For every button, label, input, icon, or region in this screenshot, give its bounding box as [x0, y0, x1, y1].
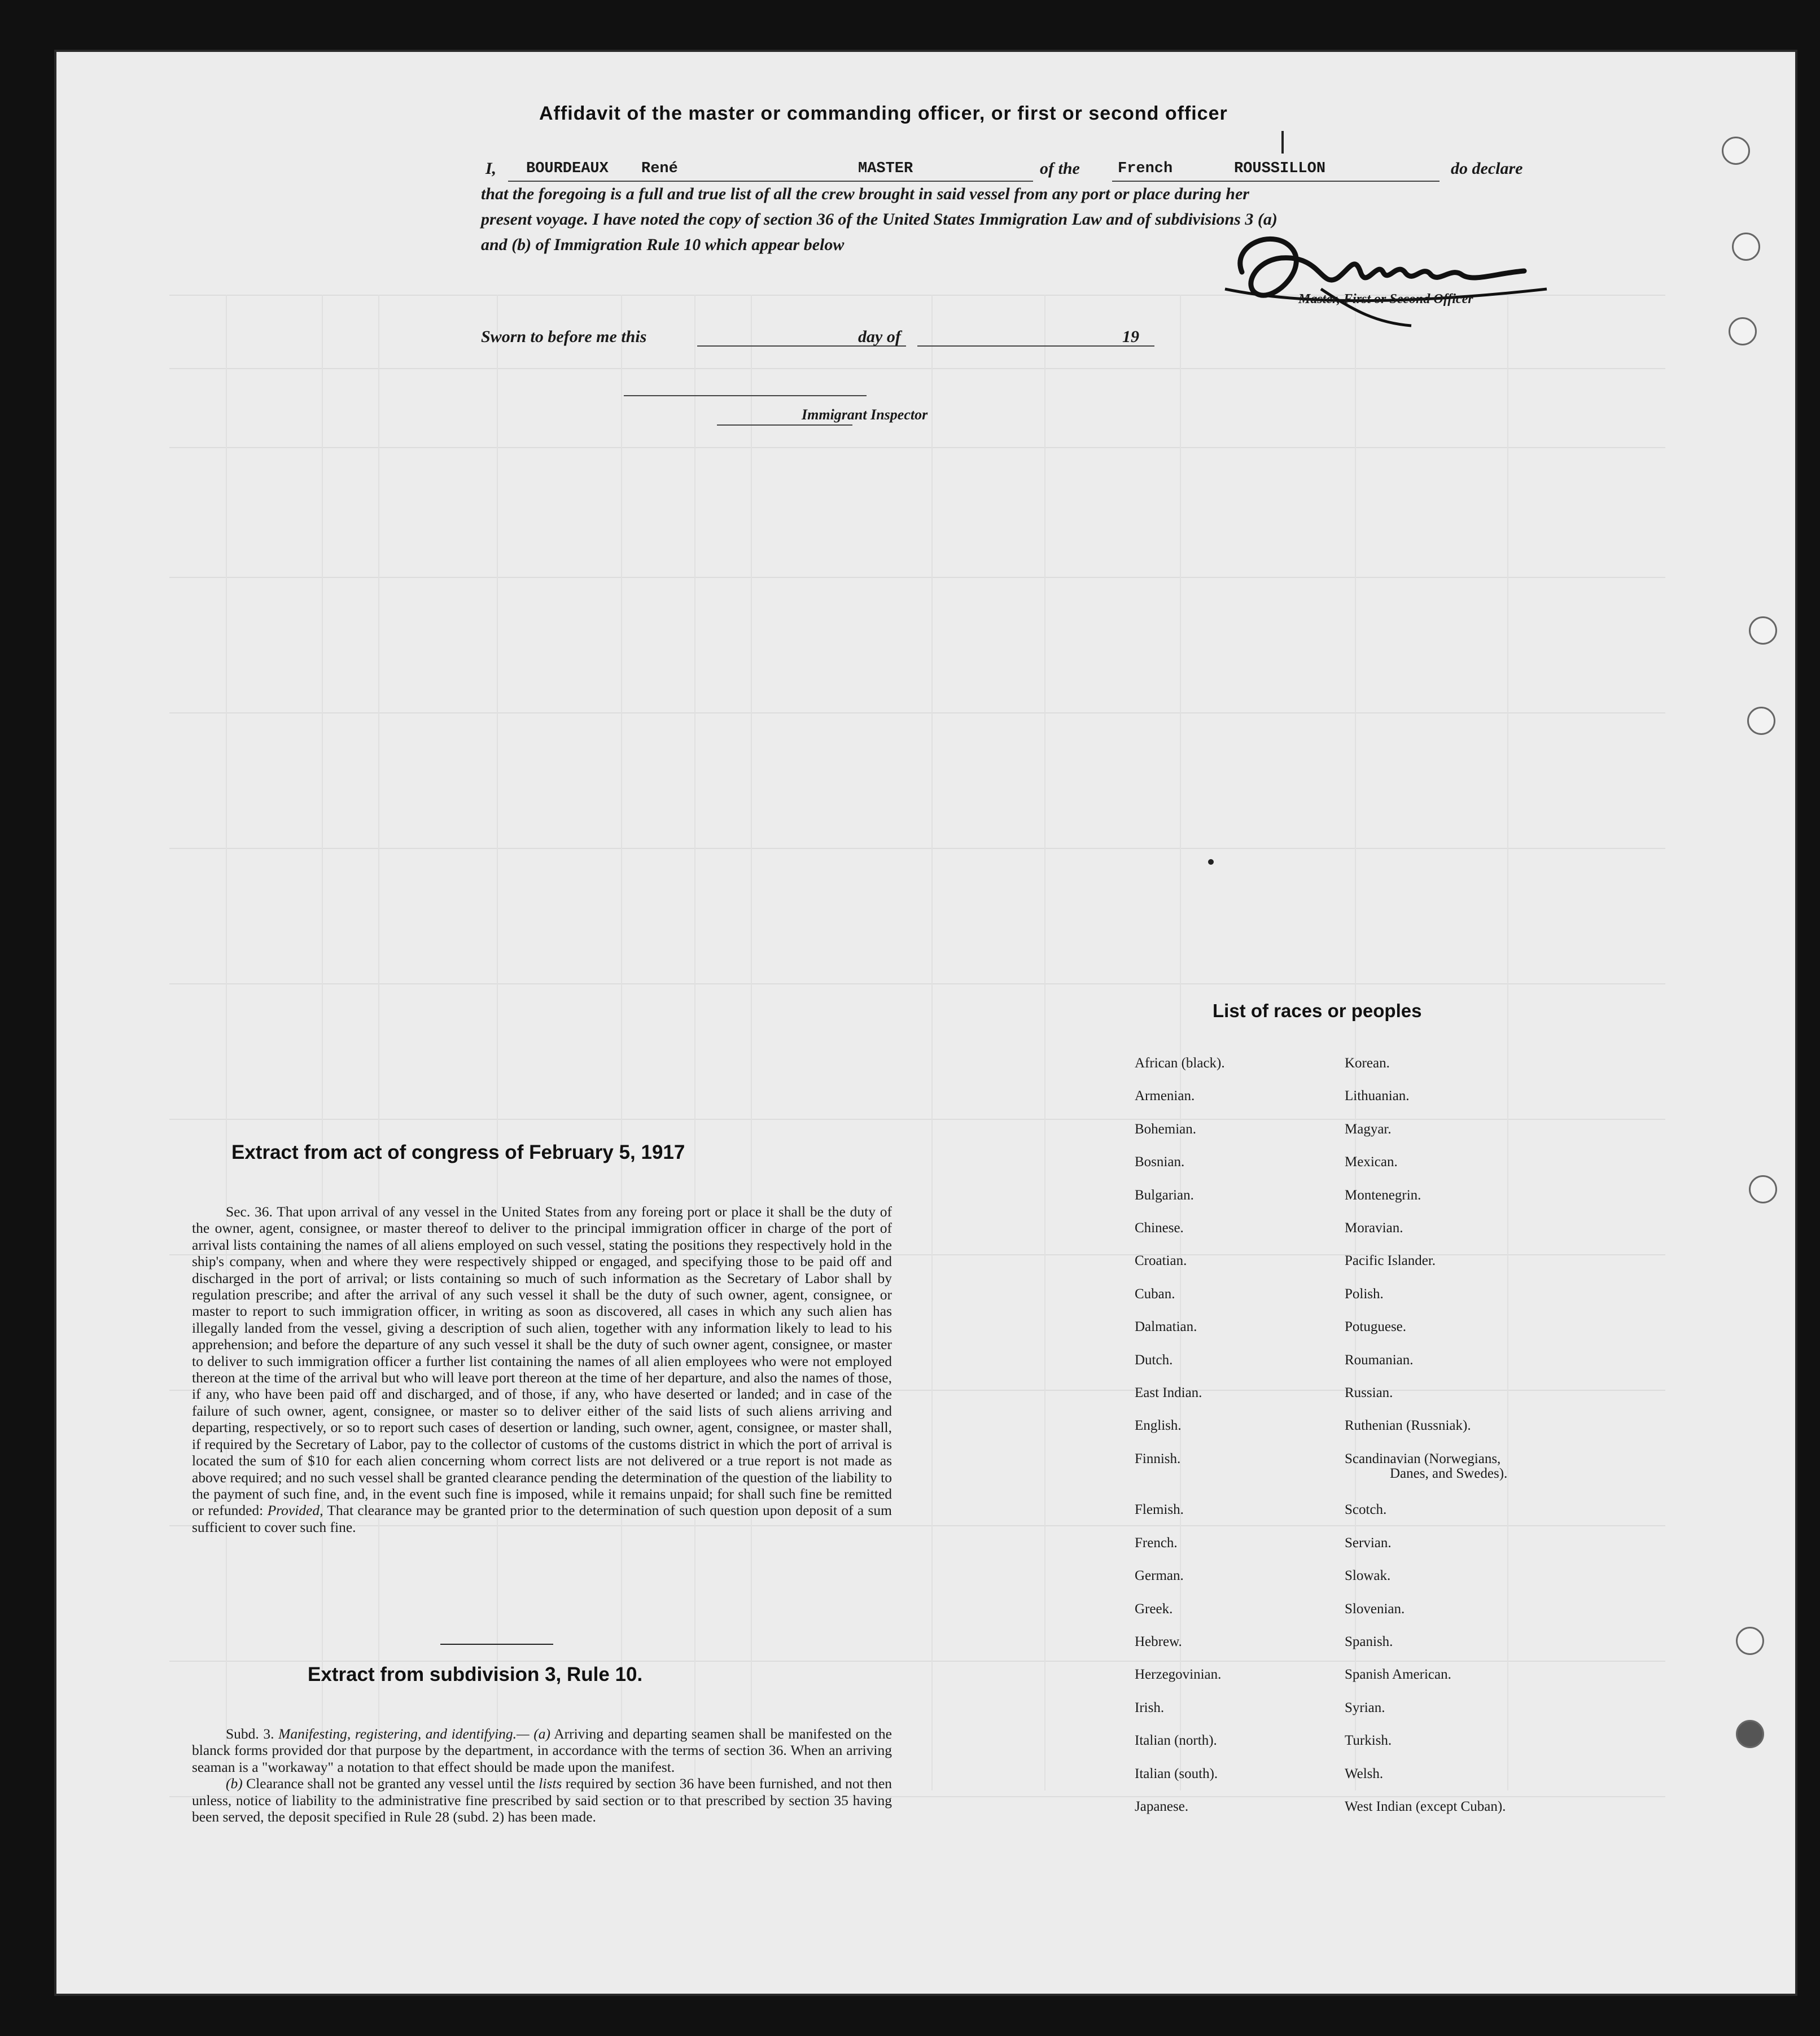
race-item-left: Croatian. — [1135, 1253, 1187, 1269]
master-signature — [1208, 204, 1558, 329]
punch-hole — [1749, 616, 1777, 645]
race-item-right: Spanish. — [1345, 1634, 1393, 1649]
race-item-right: Spanish American. — [1345, 1667, 1451, 1683]
race-item-left: Greek. — [1135, 1601, 1173, 1617]
race-item-right: Potuguese. — [1345, 1319, 1407, 1335]
immigrant-inspector-label: Immigrant Inspector — [802, 406, 928, 423]
signature-caption: Master, First or Second Officer — [1298, 292, 1473, 307]
race-item-left: French. — [1135, 1535, 1178, 1551]
rule-extract-text: Subd. 3. Manifesting, registering, and identifying.— (a) Arriving and departing seamen shall be manifested on the blanck forms provided dor that purpose by the department, in accordance with the terms of section 36. When an arriving seaman is a "workaway" a notation to that effect should be made upon the manifest. (b) Clearance shall not be granted any vessel until the lists required by section 36 have been furnished, and not then unless, notice of liability to the administrative fine prescribed by said section or to that prescribed by section 35 having been served, the deposit specified in Rule 28 (subd. 2) has been made. — [192, 1726, 893, 1825]
act-extract-text: Sec. 36. That upon arrival of any vessel in the United States from any foreing port or place it shall be the duty of the owner, agent, consignee, or master thereof to deliver to the principal immigration officer in charge of the port of arrival lists containing the names of all aliens employed on such vessel, stating the positions they respectively hold in the ship's company, when and where they were respectively shipped or engaged, and specifying those to be paid off and discharged in the port of arrival; or lists containing so much of such information as the Secretary of Labor shall by regulation prescribe; and after the arrival of any such vessel it shall be the duty of such owner, agent, consignee, or master to report to such immigration officer, in writing as soon as discovered, all cases in which any such alien has illegally landed from the vessel, giving a description of such alien, together with any information likely to lead to his apprehension; and before the departure of any such vessel it shall be the duty of such owner agent, consignee, or master to deliver to such immigration officer a further list containing the names of all alien employees who were not employed thereon at the time of the arrival but who will leave port thereon at the time of her departure, and also the names of those, if any, who have been paid off and discharged, and of those, if any, who have deserted or landed; and in case of the failure of such owner, agent, consignee, or master so to deliver either of the said lists of such aliens arriving and departing, respectively, or so to report such cases of desertion or landing, such owner, agent, consignee, or master shall, if required by the Secretary of Labor, pay to the collector of customs of the customs district in which the port of arrival is located the sum of $10 for each alien concerning whom correct lists are not delivered or a true report is not made as above required; and no such vessel shall be granted clearance pending the determination of the question of the liability to the payment of such fine, and, in the event such fine is imposed, while it remains unpaid; for shall such fine be remitted or refunded: Provided, That clearance may be granted prior to the determination of such question upon deposit of a sum sufficient to cover such fine. — [192, 1203, 893, 1535]
race-item-right: West Indian (except Cuban). — [1345, 1798, 1506, 1814]
declaration-line-2: that the foregoing is a full and true list of all the crew brought in said vessel from any port or place during her — [481, 185, 1249, 203]
race-item-left: English. — [1135, 1418, 1182, 1434]
declaration-line-1: I, — [485, 159, 497, 178]
race-item-right: Slovenian. — [1345, 1601, 1405, 1617]
punch-hole — [1732, 233, 1760, 261]
race-item-right: Roumanian. — [1345, 1352, 1414, 1368]
race-item-right: Slowak. — [1345, 1568, 1391, 1584]
race-item-right: Montenegrin. — [1345, 1187, 1421, 1203]
master-given-name: René — [641, 160, 678, 177]
race-item-left: Bohemian. — [1135, 1121, 1197, 1137]
races-list-title: List of races or peoples — [1213, 1000, 1422, 1021]
manifest-page — [56, 52, 1795, 1994]
race-item-left: Herzegovinian. — [1135, 1667, 1222, 1683]
master-rank: MASTER — [858, 160, 913, 177]
race-item-left: Finnish. — [1135, 1451, 1181, 1466]
race-item-left: African (black). — [1135, 1056, 1225, 1071]
act-extract-title: Extract from act of congress of February 5, 1917 — [231, 1141, 685, 1163]
punch-hole — [1749, 1175, 1777, 1203]
race-item-left: German. — [1135, 1568, 1184, 1584]
do-declare-label: do declare — [1451, 159, 1523, 178]
vessel-name: ROUSSILLON — [1234, 160, 1326, 177]
race-item-right: Turkish. — [1345, 1733, 1392, 1749]
declaration-line-4: and (b) of Immigration Rule 10 which appear below — [481, 235, 845, 254]
race-item-left: Cuban. — [1135, 1286, 1175, 1302]
punch-hole — [1722, 137, 1750, 165]
race-item-left: Dalmatian. — [1135, 1319, 1197, 1335]
race-item-right: Lithuanian. — [1345, 1088, 1410, 1104]
race-item-right: Welsh. — [1345, 1766, 1384, 1781]
sworn-year-label: 19 — [1122, 327, 1139, 346]
race-item-right: Ruthenian (Russniak). — [1345, 1418, 1471, 1434]
race-item-right: Russian. — [1345, 1385, 1393, 1400]
sworn-day-label: day of — [858, 327, 901, 346]
race-item-right: Danes, and Swedes). — [1390, 1465, 1508, 1481]
master-surname: BOURDEAUX — [526, 160, 609, 177]
race-item-left: East Indian. — [1135, 1385, 1202, 1400]
race-item-right: Moravian. — [1345, 1220, 1403, 1236]
punch-hole — [1747, 707, 1775, 735]
rule-extract-title: Extract from subdivision 3, Rule 10. — [308, 1663, 643, 1685]
punch-hole — [1736, 1720, 1764, 1748]
race-item-left: Japanese. — [1135, 1798, 1189, 1814]
race-item-right: Korean. — [1345, 1056, 1390, 1071]
of-the-label: of the — [1040, 159, 1080, 178]
affidavit-title: Affidavit of the master or commanding officer, or first or second officer — [539, 103, 1228, 124]
race-item-right: Syrian. — [1345, 1700, 1385, 1715]
race-item-left: Flemish. — [1135, 1502, 1184, 1518]
race-item-right: Servian. — [1345, 1535, 1392, 1551]
race-item-right: Mexican. — [1345, 1154, 1398, 1170]
race-item-left: Dutch. — [1135, 1352, 1173, 1368]
punch-hole — [1736, 1627, 1764, 1655]
sworn-line: Sworn to before me this — [481, 327, 647, 346]
race-item-left: Irish. — [1135, 1700, 1165, 1715]
race-item-right: Scotch. — [1345, 1502, 1387, 1518]
vessel-flag: French — [1118, 160, 1173, 177]
race-item-left: Armenian. — [1135, 1088, 1195, 1104]
race-item-right: Polish. — [1345, 1286, 1384, 1302]
race-item-left: Bosnian. — [1135, 1154, 1185, 1170]
race-item-left: Italian (south). — [1135, 1766, 1218, 1781]
race-item-right: Magyar. — [1345, 1121, 1392, 1137]
declaration-line-3: present voyage. I have noted the copy of section 36 of the United States Immigration Law and of subdivisions 3 (a) — [481, 210, 1278, 229]
race-item-left: Bulgarian. — [1135, 1187, 1194, 1203]
punch-hole — [1729, 317, 1757, 345]
race-item-right: Pacific Islander. — [1345, 1253, 1436, 1269]
ink-stroke — [1281, 131, 1284, 154]
ink-spot — [1208, 859, 1214, 865]
race-item-left: Chinese. — [1135, 1220, 1184, 1236]
race-item-right: Scandinavian (Norwegians, — [1345, 1451, 1501, 1466]
race-item-left: Hebrew. — [1135, 1634, 1182, 1649]
race-item-left: Italian (north). — [1135, 1733, 1217, 1749]
